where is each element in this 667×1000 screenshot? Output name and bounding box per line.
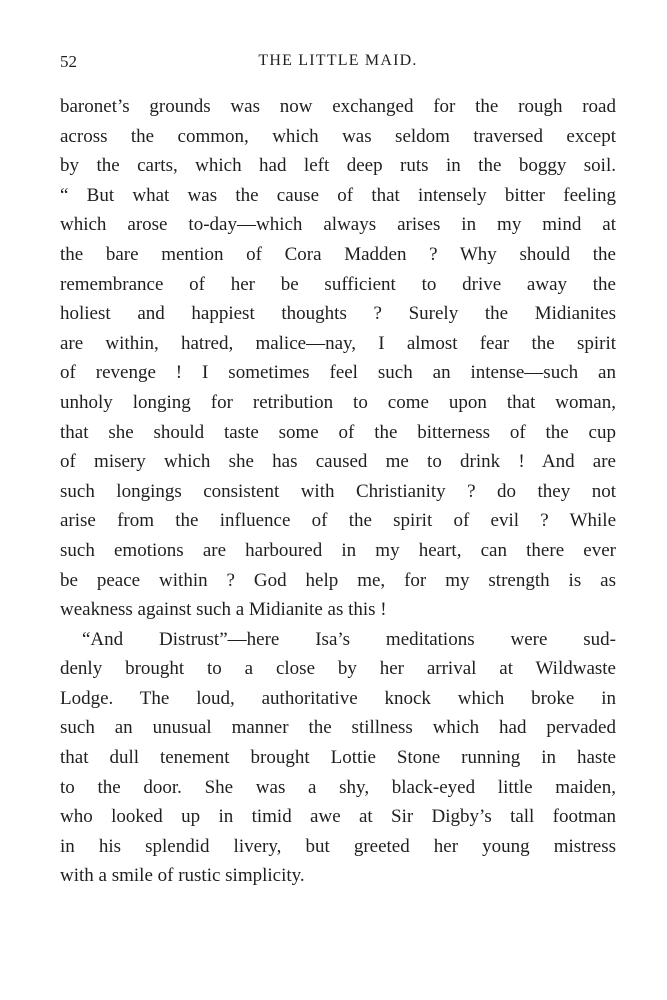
text-line: denly brought to a close by her arrival at Wildwaste: [60, 658, 616, 680]
text-line: of revenge ! I sometimes feel such an intense—such an: [60, 362, 616, 384]
text-line: that dull tenement brought Lottie Stone running in haste: [60, 747, 616, 769]
running-title: THE LITTLE MAID.: [258, 52, 418, 69]
text-line: arise from the influence of the spirit of evil ? While: [60, 510, 616, 532]
text-line: the bare mention of Cora Madden ? Why should the: [60, 243, 616, 265]
text-line: such an unusual manner the stillness which had pervaded: [60, 717, 616, 739]
text-line: “ But what was the cause of that intensely bitter feeling: [60, 184, 616, 206]
text-line: remembrance of her be sufficient to drive away the: [60, 273, 616, 295]
text-line: such longings consistent with Christianity ? do they not: [60, 480, 616, 502]
text-line: “And Distrust”—here Isa’s meditations were sud-: [82, 628, 616, 650]
text-line: unholy longing for retribution to come upon that woman,: [60, 391, 616, 413]
text-line: Lodge. The loud, authoritative knock which broke in: [60, 687, 616, 709]
text-line: are within, hatred, malice—nay, I almost fear the spirit: [60, 332, 616, 354]
text-line: by the carts, which had left deep ruts in the boggy soil.: [60, 155, 616, 177]
text-line: of misery which she has caused me to drink ! And are: [60, 451, 616, 473]
text-line: with a smile of rustic simplicity.: [60, 865, 305, 887]
text-line: which arose to-day—which always arises in my mind at: [60, 214, 616, 236]
text-line: baronet’s grounds was now exchanged for the rough road: [60, 96, 616, 117]
text-line: holiest and happiest thoughts ? Surely the Midianites: [60, 303, 616, 325]
text-line: such emotions are harboured in my heart, can there ever: [60, 539, 616, 561]
text-line: to the door. She was a shy, black-eyed little maiden,: [60, 776, 616, 798]
text-line: be peace within ? God help me, for my strength is as: [60, 569, 616, 591]
page-header: [60, 52, 616, 78]
text-line: that she should taste some of the bitterness of the cup: [60, 421, 616, 443]
text-line: across the common, which was seldom traversed except: [60, 125, 616, 147]
text-line: weakness against such a Midianite as this !: [60, 599, 387, 621]
text-line: in his splendid livery, but greeted her young mistress: [60, 835, 616, 857]
body-text: [60, 92, 616, 891]
page-number: 52: [60, 52, 77, 71]
text-line: who looked up in timid awe at Sir Digby’s tall footman: [60, 806, 616, 828]
